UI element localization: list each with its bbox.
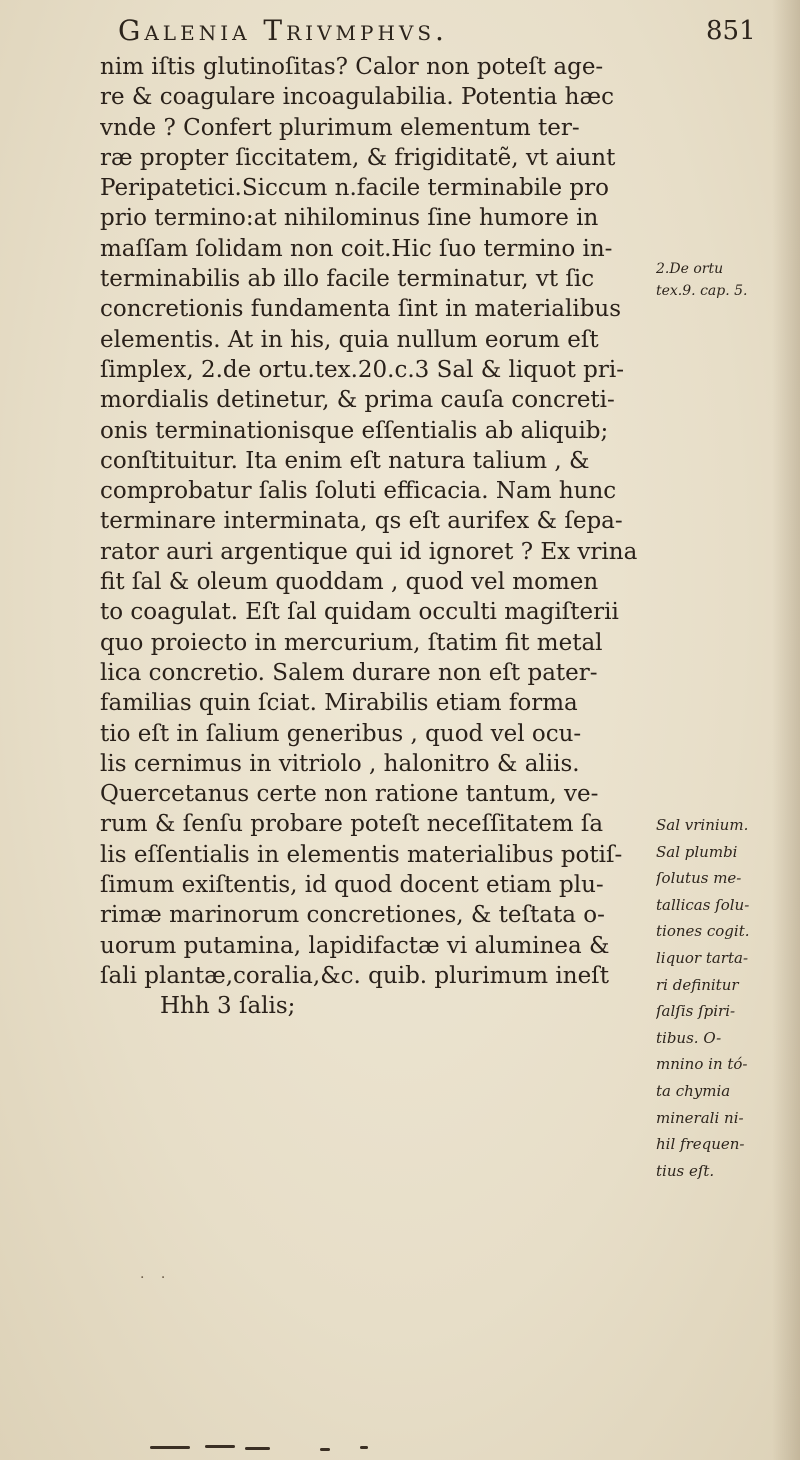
margin-note-line: mnino in tó-: [656, 1055, 748, 1074]
text-line: concretionis fundamenta ſint in materialibus: [100, 296, 622, 323]
margin-note-line: ta chymia: [656, 1081, 731, 1100]
text-line: fit ſal & oleum quoddam , quod vel momen: [100, 569, 599, 596]
text-line: lis cernimus in vitriolo , halonitro & aliis.: [100, 750, 580, 777]
text-line: tio eſt in ſalium generibus , quod vel ocu-: [100, 720, 582, 747]
bleed-through-marks: [0, 1440, 800, 1460]
text-line: rator auri argentique qui id ignoret ? Ex vrina: [100, 538, 638, 565]
margin-note-line: tallicas ſolu-: [656, 895, 750, 914]
text-line: lica concretio. Salem durare non eſt pater-: [100, 659, 598, 686]
margin-note-line: tibus. O-: [656, 1028, 722, 1047]
margin-note-line: Sal plumbi: [656, 842, 738, 861]
text-line: terminabilis ab illo facile terminatur, vt ſic: [100, 266, 595, 293]
margin-note-line: Sal vrinium.: [656, 816, 749, 834]
margin-note-line: 2.De ortu: [656, 261, 724, 277]
text-line: onis terminationisque eſſentialis ab aliquib;: [100, 417, 609, 444]
margin-note-line: ri definitur: [656, 975, 739, 994]
margin-note-line: ſalſis ſpiri-: [656, 1002, 736, 1021]
text-line: uorum putamina, lapidifactæ vi aluminea &: [100, 932, 610, 959]
text-line: rum & ſenſu probare poteſt neceſſitatem ſa: [100, 811, 604, 838]
text-line: ræ propter ſiccitatem, & frigiditatẽ, vt aiunt: [100, 144, 616, 171]
text-line: terminare interminata, qs eſt aurifex & ſepa-: [100, 508, 623, 535]
text-line: elementis. At in his, quia nullum eorum eſt: [100, 326, 599, 353]
text-line: Quercetanus certe non ratione tantum, ve-: [100, 781, 599, 808]
margin-note-line: tiones cogit.: [656, 922, 750, 941]
body-text: [100, 52, 648, 1022]
text-line: lis eſſentialis in elementis materialibus potiſ-: [100, 841, 623, 868]
page-edge-shadow: [772, 0, 800, 1460]
margin-note-line: tius eſt.: [656, 1161, 715, 1180]
text-line: quo proiecto in mercurium, ſtatim fit metal: [100, 629, 603, 656]
margin-note-gloss: [656, 812, 796, 1184]
running-head: Galenia Trivmphvs.: [118, 14, 448, 47]
text-line: comprobatur ſalis ſoluti efficacia. Nam hunc: [100, 478, 617, 505]
ink-specks: · ·: [140, 1270, 172, 1286]
text-line: familias quin ſciat. Mirabilis etiam forma: [100, 690, 578, 717]
margin-note-line: liquor tarta-: [656, 948, 749, 967]
text-line: ſimum exiſtentis, id quod docent etiam plu-: [100, 872, 604, 899]
margin-note-line: minerali ni-: [656, 1108, 744, 1127]
text-line: Peripatetici.Siccum n.facile terminabile pro: [100, 175, 609, 202]
text-line: to coagulat. Eſt ſal quidam occulti magiſterii: [100, 599, 619, 626]
text-line: maſſam ſolidam non coit.Hic ſuo termino in-: [100, 235, 613, 262]
text-line: prio termino:at nihilominus ſine humore in: [100, 205, 599, 232]
margin-note-line: hil frequen-: [656, 1135, 745, 1154]
margin-note-reference: [656, 258, 796, 302]
text-line: rimæ marinorum concretiones, & teſtata o-: [100, 902, 605, 929]
margin-note-line: tex.9. cap. 5.: [656, 283, 748, 299]
text-line: re & coagulare incoagulabilia. Potentia hæc: [100, 84, 614, 111]
catchword-line: Hhh 3 ſalis;: [160, 993, 296, 1020]
text-line: mordialis detinetur, & prima cauſa concreti-: [100, 387, 615, 414]
text-line: conſtituitur. Ita enim eſt natura talium , &: [100, 447, 590, 474]
text-line: nim iſtis glutinoſitas? Calor non poteſt age-: [100, 54, 604, 80]
page-number: 851: [706, 16, 756, 46]
text-line: vnde ? Confert plurimum elementum ter-: [100, 114, 580, 141]
margin-note-line: ſolutus me-: [656, 869, 742, 888]
text-line: ſali plantæ,coralia,&c. quib. plurimum ineſt: [100, 962, 609, 989]
text-line: ſimplex, 2.de ortu.tex.20.c.3 Sal & liquot pri-: [100, 356, 625, 383]
